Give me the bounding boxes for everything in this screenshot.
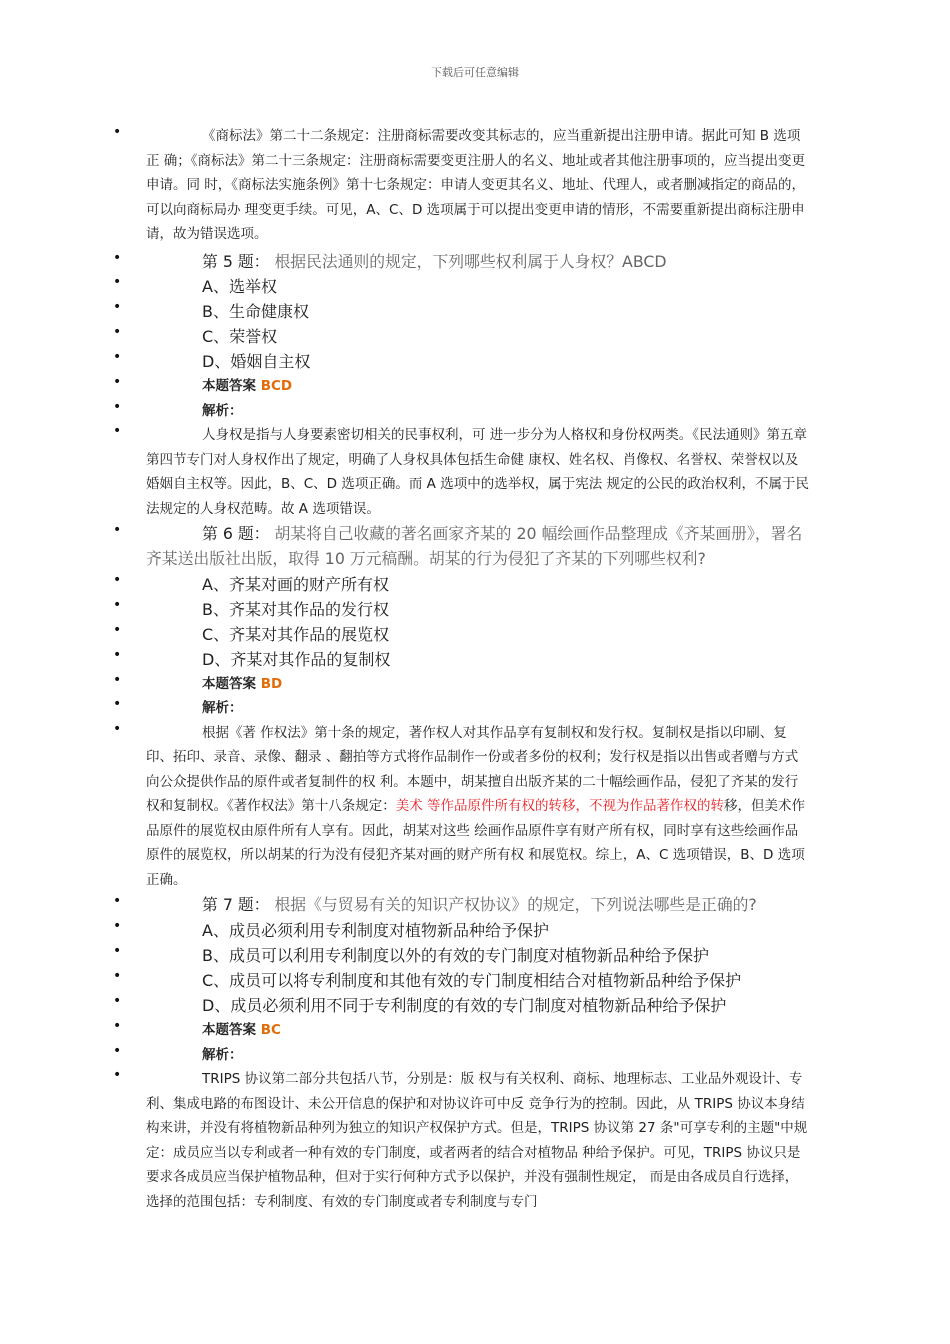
list-item [0, 349, 950, 374]
option-d: • D、成员必须利用不同于专利制度的有效的专门制度对植物新品种给予保护 [202, 996, 727, 1016]
list-item [0, 124, 950, 247]
option-c: • C、荣誉权 [202, 327, 278, 347]
answer-line [146, 672, 810, 697]
answer-line [146, 374, 810, 399]
list-item [0, 423, 950, 521]
analysis-paragraph: • TRIPS 协议第二部分共包括八节，分别是：版 权与有关权利、商标、地理标志、工业品外观设计、专利、集成电路的布图设计、未公开信息的保护和对协议许可中反 竞争行为的控制。因此，从 TRIPS 协议本身结构来讲，并没有将植物新品种列为独立的知识产权保护方式。但是，TRIPS 协议第 27 条"可享专利的主题"中规定：成员应当以专利或者一种有效的专门制度，或者两者的结合对植物品 种给予保护。可见，TRIPS 协议只是要求各成员应当保护植物品种，但对于实行何种方式予以保护，并没有强制性规定， 而是由各成员自行选择，选择的范围包括：专利制度、有效的专门制度或者专利制度与专门 [146, 1071, 808, 1210]
analysis-label: • 解析： [202, 1046, 243, 1063]
list-item [0, 374, 950, 399]
option-a: • A、齐某对画的财产所有权 [202, 574, 389, 594]
answer-label: 本题答案 [202, 1022, 261, 1039]
analysis-label: • 解析： [202, 700, 243, 717]
list-item [0, 1043, 950, 1068]
question-number: 第 6 题： [202, 524, 270, 544]
analysis-label: • 解析： [202, 402, 243, 419]
option-a: • A、选举权 [202, 277, 277, 297]
option-d: • D、齐某对其作品的复制权 [202, 649, 391, 669]
list-item [0, 250, 950, 275]
question-text: 根据民法通则的规定，下列哪些权利属于人身权？ABCD [269, 251, 667, 271]
list-item [0, 993, 950, 1018]
list-item [0, 1067, 950, 1214]
question-7 [146, 893, 810, 918]
option-c: • C、齐某对其作品的展览权 [202, 624, 390, 644]
list-item [0, 274, 950, 299]
answer-value: BC [260, 1022, 281, 1039]
option-b: • B、成员可以利用专利制度以外的有效的专门制度对植物新品种给予保护 [202, 946, 709, 966]
option-b: • B、生命健康权 [202, 302, 309, 322]
option-c: • C、成员可以将专利制度和其他有效的专门制度相结合对植物新品种给予保护 [202, 971, 742, 991]
list-item [0, 968, 950, 993]
bullet-list [0, 124, 950, 1214]
question-text: 根据《与贸易有关的知识产权协议》的规定，下列说法哪些是正确的? [269, 895, 757, 915]
list-item [0, 399, 950, 424]
list-item [0, 672, 950, 697]
list-item [0, 572, 950, 597]
list-item [0, 622, 950, 647]
question-5 [146, 250, 810, 275]
option-d: • D、婚姻自主权 [202, 352, 311, 372]
list-item [0, 918, 950, 943]
list-item [0, 647, 950, 672]
answer-label: 本题答案 [202, 675, 261, 692]
question-text: 胡某将自己收藏的著名画家齐某的 20 幅绘画作品整理成《齐某画册》，署名齐某送出版社出版，取得 10 万元稿酬。胡某的行为侵犯了齐某的下列哪些权利? [146, 524, 803, 569]
analysis-paragraph: • 人身权是指与人身要素密切相关的民事权利，可 进一步分为人格权和身份权两类。《民法通则》第五章第四节专门对人身权作出了规定，明确了人身权具体包括生命健 康权、姓名权、肖像权、名誉权、荣誉权以及婚姻自主权等。因此，B、C、D 选项正确。而 A 选项中的选举权，属于宪法 规定的公民的政治权利，不属于民法规定的人身权范畴。故 A 选项错误。 [146, 427, 809, 517]
list-item [0, 721, 950, 893]
list-item [0, 324, 950, 349]
analysis-text-1: 根据《著 作权法》第十条的规定，著作权人对其作品享有复制权和发行权。复制权是指以印刷、复印、拓印、录音、录像、翻录 、翻拍等方式将作品制作一份或者多份的权利；发行权是指以出售或者赠与方式向公众提供作品的原件或者复制件的权 利。本题中，胡某擅自出版齐某的二十幅绘画作品，侵犯了齐某的发行权和复制权。《著作权法》第十八条规定： [146, 724, 799, 815]
question-6 [146, 522, 810, 572]
analysis-highlight: 美术 等作品原件所有权的转移，不视为作品著作权的转 [395, 798, 725, 815]
option-b: • B、齐某对其作品的发行权 [202, 599, 389, 619]
list-item [0, 893, 950, 918]
analysis-paragraph [146, 721, 810, 893]
question-number: 第 5 题： [202, 251, 270, 271]
list-item [0, 696, 950, 721]
answer-value: BCD [260, 378, 293, 395]
answer-label: 本题答案 [202, 378, 261, 395]
intro-paragraph: • 《商标法》第二十二条规定：注册商标需要改变其标志的，应当重新提出注册申请。据此可知 B 选项正 确；《商标法》第二十三条规定：注册商标需要变更注册人的名义、地址或者其他注册事项的，应当提出变更申请。同 时，《商标法实施条例》第十七条规定：申请人变更其名义、地址、代理人，或者删减指定的商品的，可以向商标局办 理变更手续。可见，A、C、D 选项属于可以提出变更申请的情形，不需要重新提出商标注册申请，故为错误选项。 [146, 128, 806, 242]
list-item [0, 299, 950, 324]
answer-value: BD [260, 675, 283, 692]
list-item [0, 943, 950, 968]
document-body [0, 124, 950, 1214]
option-a: • A、成员必须利用专利制度对植物新品种给予保护 [202, 921, 549, 941]
page-header: 下载后可任意编辑 [431, 66, 519, 79]
list-item [0, 597, 950, 622]
list-item [0, 522, 950, 572]
list-item [0, 1018, 950, 1043]
answer-line [146, 1018, 810, 1043]
analysis-text-2: 移，但美术作品原件的展览权由原件所有人享有。因此，胡某对这些 绘画作品原件享有财产所有权，同时享有这些绘画作品原件的展览权，所以胡某的行为没有侵犯齐某对画的财产所有权 和展览权。综上，A、C 选项错误，B、D 选项正确。 [146, 798, 806, 888]
question-number: 第 7 题： [202, 895, 270, 915]
